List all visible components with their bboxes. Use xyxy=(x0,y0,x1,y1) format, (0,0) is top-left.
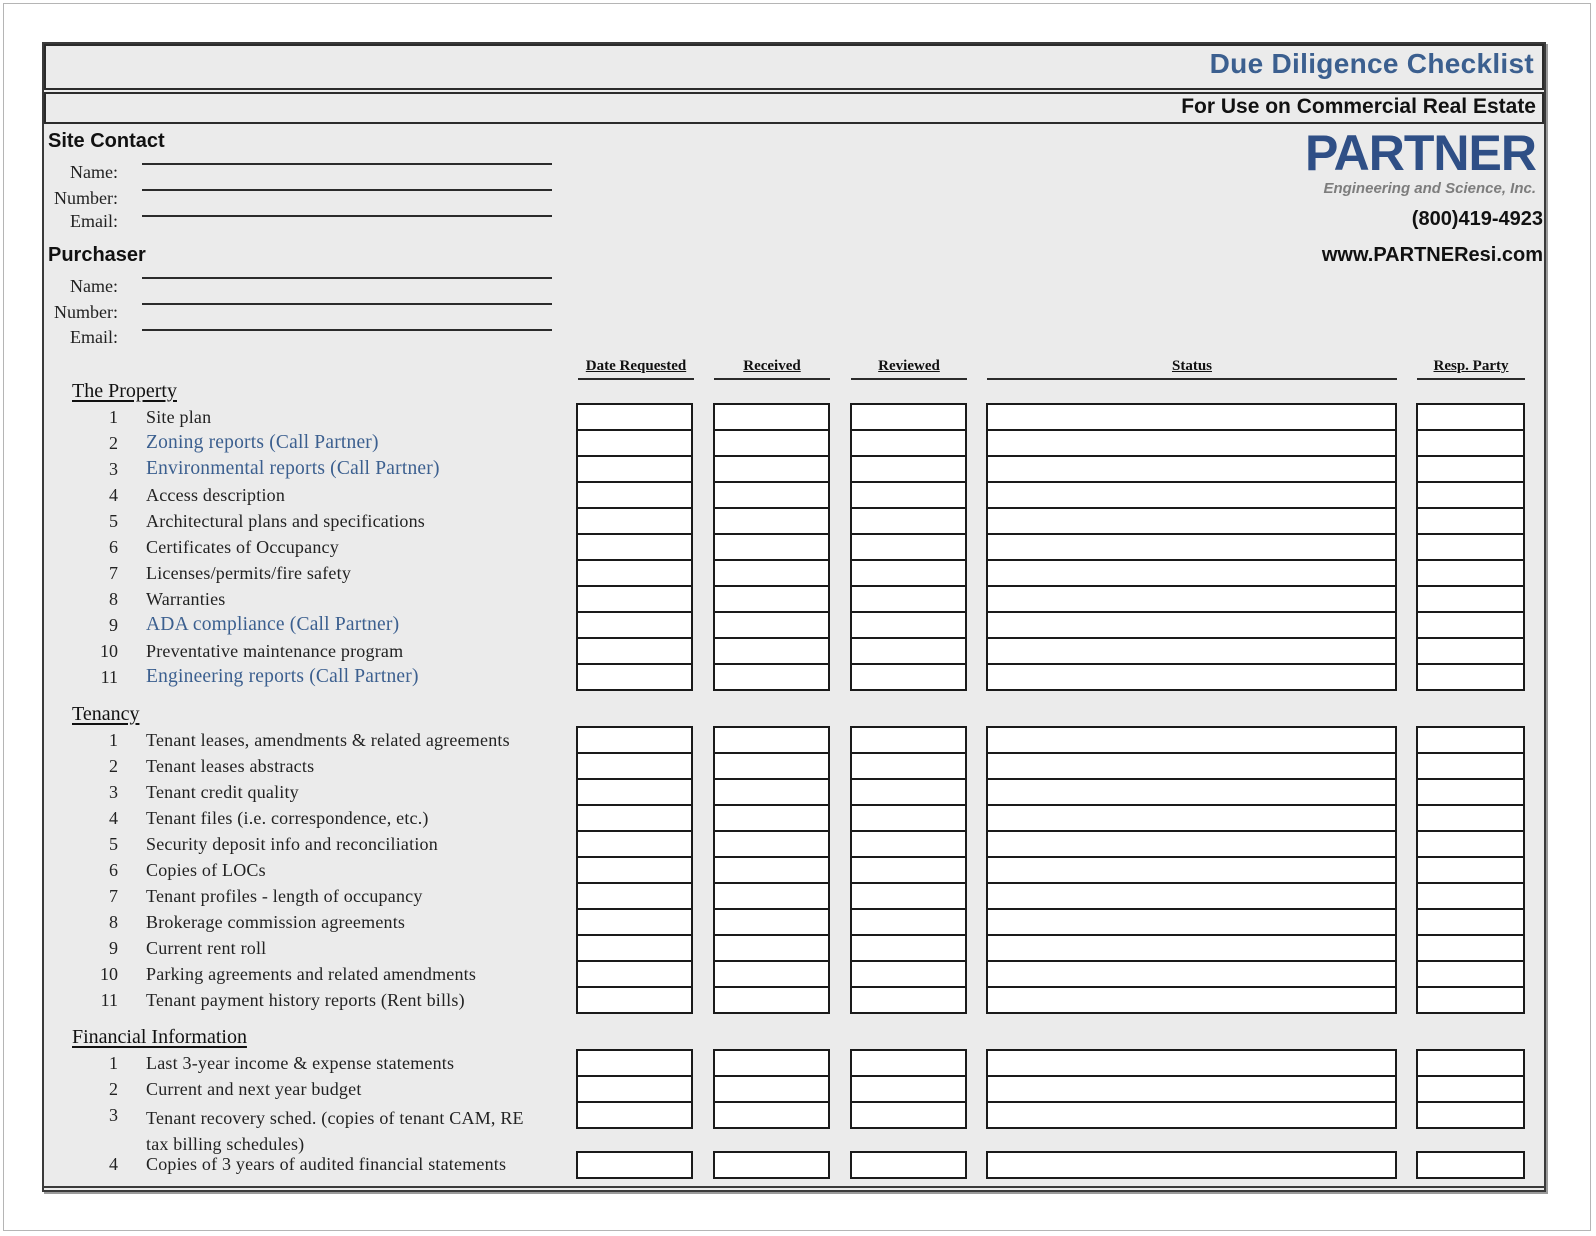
status-cell[interactable] xyxy=(986,455,1397,483)
purchaser-email-field[interactable] xyxy=(142,329,552,331)
column-header-reviewed: Reviewed xyxy=(851,358,967,380)
status-cell[interactable] xyxy=(986,778,1397,806)
date-requested-cell[interactable] xyxy=(576,533,693,561)
bottom-rule xyxy=(42,1186,1546,1188)
date-requested-cell[interactable] xyxy=(576,663,693,691)
reviewed-cell[interactable] xyxy=(850,663,967,691)
resp-party-cell[interactable] xyxy=(1416,611,1525,639)
resp-party-cell[interactable] xyxy=(1416,830,1525,858)
company-website[interactable]: www.PARTNEResi.com xyxy=(1321,244,1543,266)
item-number: 7 xyxy=(109,886,118,906)
checklist-item: Last 3-year income & expense statements xyxy=(146,1053,455,1073)
item-number: 2 xyxy=(109,1079,118,1099)
date-requested-cell[interactable] xyxy=(576,882,693,910)
checklist-item: Brokerage commission agreements xyxy=(146,912,406,932)
status-cell[interactable] xyxy=(986,882,1397,910)
resp-party-cell[interactable] xyxy=(1416,559,1525,587)
received-cell[interactable] xyxy=(713,830,830,858)
logo-wordmark: PARTNER xyxy=(1305,125,1536,181)
reviewed-cell[interactable] xyxy=(850,559,967,587)
status-cell[interactable] xyxy=(986,507,1397,535)
reviewed-cell[interactable] xyxy=(850,1151,967,1179)
received-cell[interactable] xyxy=(713,429,830,457)
item-number: 1 xyxy=(109,730,118,750)
item-number: 10 xyxy=(100,964,118,984)
item-number: 3 xyxy=(109,1105,118,1125)
reviewed-cell[interactable] xyxy=(850,804,967,832)
received-cell[interactable] xyxy=(713,585,830,613)
status-cell[interactable] xyxy=(986,1049,1397,1077)
received-cell[interactable] xyxy=(713,726,830,754)
resp-party-cell[interactable] xyxy=(1416,533,1525,561)
purchaser-heading: Purchaser xyxy=(48,244,146,266)
resp-party-cell[interactable] xyxy=(1416,403,1525,431)
date-requested-cell[interactable] xyxy=(576,934,693,962)
purchaser-name-label: Name: xyxy=(70,276,118,296)
item-number: 4 xyxy=(109,1154,118,1174)
date-requested-cell[interactable] xyxy=(576,856,693,884)
status-cell[interactable] xyxy=(986,585,1397,613)
checklist-item: Tenant leases abstracts xyxy=(146,756,315,776)
checklist-item: Copies of LOCs xyxy=(146,860,266,880)
resp-party-cell[interactable] xyxy=(1416,1101,1525,1129)
date-requested-cell[interactable] xyxy=(576,1101,693,1129)
checklist-item: Access description xyxy=(146,485,286,505)
purchaser-email-label: Email: xyxy=(70,327,118,347)
reviewed-cell[interactable] xyxy=(850,960,967,988)
resp-party-cell[interactable] xyxy=(1416,663,1525,691)
partner-logo xyxy=(1296,125,1536,202)
received-cell[interactable] xyxy=(713,403,830,431)
checklist-item: Architectural plans and specifications xyxy=(146,511,425,531)
item-number: 10 xyxy=(100,641,118,661)
resp-party-cell[interactable] xyxy=(1416,882,1525,910)
date-requested-cell[interactable] xyxy=(576,507,693,535)
resp-party-cell[interactable] xyxy=(1416,726,1525,754)
received-cell[interactable] xyxy=(713,1101,830,1129)
checklist-item: Licenses/permits/fire safety xyxy=(146,563,352,583)
received-cell[interactable] xyxy=(713,882,830,910)
purchaser-number-field[interactable] xyxy=(142,303,552,305)
site-contact-name-field[interactable] xyxy=(142,163,552,165)
received-cell[interactable] xyxy=(713,481,830,509)
status-cell[interactable] xyxy=(986,856,1397,884)
date-requested-cell[interactable] xyxy=(576,403,693,431)
resp-party-cell[interactable] xyxy=(1416,481,1525,509)
resp-party-cell[interactable] xyxy=(1416,1151,1525,1179)
status-cell[interactable] xyxy=(986,804,1397,832)
resp-party-cell[interactable] xyxy=(1416,856,1525,884)
status-cell[interactable] xyxy=(986,481,1397,509)
status-cell[interactable] xyxy=(986,663,1397,691)
resp-party-cell[interactable] xyxy=(1416,934,1525,962)
section-title: The Property xyxy=(72,380,177,402)
received-cell[interactable] xyxy=(713,908,830,936)
column-header-date-requested: Date Requested xyxy=(578,358,694,380)
date-requested-cell[interactable] xyxy=(576,986,693,1014)
checklist-item: Preventative maintenance program xyxy=(146,641,404,661)
item-number: 6 xyxy=(109,537,118,557)
section-title: Tenancy xyxy=(72,703,140,725)
purchaser-number-label: Number: xyxy=(54,302,118,322)
checklist-item: Tenant leases, amendments & related agreements xyxy=(146,730,510,750)
received-cell[interactable] xyxy=(713,455,830,483)
resp-party-cell[interactable] xyxy=(1416,507,1525,535)
item-number: 2 xyxy=(109,433,118,453)
received-cell[interactable] xyxy=(713,778,830,806)
status-cell[interactable] xyxy=(986,830,1397,858)
status-cell[interactable] xyxy=(986,752,1397,780)
date-requested-cell[interactable] xyxy=(576,429,693,457)
item-number: 1 xyxy=(109,407,118,427)
reviewed-cell[interactable] xyxy=(850,1075,967,1103)
status-cell[interactable] xyxy=(986,559,1397,587)
received-cell[interactable] xyxy=(713,559,830,587)
reviewed-cell[interactable] xyxy=(850,637,967,665)
received-cell[interactable] xyxy=(713,804,830,832)
reviewed-cell[interactable] xyxy=(850,455,967,483)
received-cell[interactable] xyxy=(713,934,830,962)
status-cell[interactable] xyxy=(986,611,1397,639)
status-cell[interactable] xyxy=(986,726,1397,754)
date-requested-cell[interactable] xyxy=(576,455,693,483)
resp-party-cell[interactable] xyxy=(1416,752,1525,780)
reviewed-cell[interactable] xyxy=(850,611,967,639)
column-header-received: Received xyxy=(714,358,830,380)
column-header-resp-party: Resp. Party xyxy=(1417,358,1525,380)
date-requested-cell[interactable] xyxy=(576,637,693,665)
status-cell[interactable] xyxy=(986,637,1397,665)
reviewed-cell[interactable] xyxy=(850,533,967,561)
status-cell[interactable] xyxy=(986,1151,1397,1179)
resp-party-cell[interactable] xyxy=(1416,455,1525,483)
item-number: 2 xyxy=(109,756,118,776)
reviewed-cell[interactable] xyxy=(850,830,967,858)
status-cell[interactable] xyxy=(986,1101,1397,1129)
checklist-item: Tenant recovery sched. (copies of tenant CAM, RE tax billing schedules) xyxy=(146,1108,524,1154)
checklist-item: Parking agreements and related amendments xyxy=(146,964,477,984)
resp-party-cell[interactable] xyxy=(1416,429,1525,457)
reviewed-cell[interactable] xyxy=(850,481,967,509)
date-requested-cell[interactable] xyxy=(576,1151,693,1179)
received-cell[interactable] xyxy=(713,1151,830,1179)
resp-party-cell[interactable] xyxy=(1416,986,1525,1014)
item-number: 5 xyxy=(109,511,118,531)
site-contact-name-label: Name: xyxy=(70,162,118,182)
reviewed-cell[interactable] xyxy=(850,908,967,936)
checklist-item: Tenant files (i.e. correspondence, etc.) xyxy=(146,808,429,828)
reviewed-cell[interactable] xyxy=(850,585,967,613)
received-cell[interactable] xyxy=(713,856,830,884)
reviewed-cell[interactable] xyxy=(850,778,967,806)
checklist-item: Current rent roll xyxy=(146,938,267,958)
date-requested-cell[interactable] xyxy=(576,778,693,806)
date-requested-cell[interactable] xyxy=(576,830,693,858)
reviewed-cell[interactable] xyxy=(850,726,967,754)
date-requested-cell[interactable] xyxy=(576,1049,693,1077)
item-number: 6 xyxy=(109,860,118,880)
resp-party-cell[interactable] xyxy=(1416,585,1525,613)
resp-party-cell[interactable] xyxy=(1416,908,1525,936)
item-number: 8 xyxy=(109,589,118,609)
date-requested-cell[interactable] xyxy=(576,960,693,988)
reviewed-cell[interactable] xyxy=(850,507,967,535)
section-title: Financial Information xyxy=(72,1026,247,1048)
date-requested-cell[interactable] xyxy=(576,585,693,613)
checklist-item: Certificates of Occupancy xyxy=(146,537,339,557)
item-number: 3 xyxy=(109,782,118,802)
item-number: 3 xyxy=(109,459,118,479)
date-requested-cell[interactable] xyxy=(576,559,693,587)
date-requested-cell[interactable] xyxy=(576,481,693,509)
item-number: 4 xyxy=(109,808,118,828)
date-requested-cell[interactable] xyxy=(576,804,693,832)
logo-tagline: Engineering and Science, Inc. xyxy=(1323,180,1536,197)
checklist-item: Copies of 3 years of audited financial statements xyxy=(146,1154,507,1174)
received-cell[interactable] xyxy=(713,1049,830,1077)
reviewed-cell[interactable] xyxy=(850,856,967,884)
reviewed-cell[interactable] xyxy=(850,1049,967,1077)
status-cell[interactable] xyxy=(986,429,1397,457)
checklist-item: Site plan xyxy=(146,407,212,427)
checklist-item-link[interactable]: ADA compliance (Call Partner) xyxy=(146,614,400,635)
status-cell[interactable] xyxy=(986,403,1397,431)
resp-party-cell[interactable] xyxy=(1416,1049,1525,1077)
reviewed-cell[interactable] xyxy=(850,403,967,431)
status-cell[interactable] xyxy=(986,533,1397,561)
resp-party-cell[interactable] xyxy=(1416,1075,1525,1103)
checklist-item-link[interactable]: Zoning reports (Call Partner) xyxy=(146,432,379,453)
reviewed-cell[interactable] xyxy=(850,1101,967,1129)
received-cell[interactable] xyxy=(713,752,830,780)
item-number: 9 xyxy=(109,938,118,958)
date-requested-cell[interactable] xyxy=(576,726,693,754)
column-header-status: Status xyxy=(987,358,1397,380)
status-cell[interactable] xyxy=(986,1075,1397,1103)
item-number: 9 xyxy=(109,615,118,635)
page-subtitle: For Use on Commercial Real Estate xyxy=(1181,95,1536,118)
received-cell[interactable] xyxy=(713,611,830,639)
site-contact-email-field[interactable] xyxy=(142,215,552,217)
title-bar xyxy=(44,44,1544,90)
site-contact-heading: Site Contact xyxy=(48,130,165,152)
checklist-item-link[interactable]: Engineering reports (Call Partner) xyxy=(146,666,419,687)
date-requested-cell[interactable] xyxy=(576,1075,693,1103)
site-contact-number-label: Number: xyxy=(54,188,118,208)
page-title: Due Diligence Checklist xyxy=(1209,48,1534,79)
item-number: 5 xyxy=(109,834,118,854)
received-cell[interactable] xyxy=(713,507,830,535)
received-cell[interactable] xyxy=(713,1075,830,1103)
date-requested-cell[interactable] xyxy=(576,752,693,780)
received-cell[interactable] xyxy=(713,533,830,561)
received-cell[interactable] xyxy=(713,663,830,691)
date-requested-cell[interactable] xyxy=(576,611,693,639)
reviewed-cell[interactable] xyxy=(850,882,967,910)
resp-party-cell[interactable] xyxy=(1416,960,1525,988)
status-cell[interactable] xyxy=(986,960,1397,988)
resp-party-cell[interactable] xyxy=(1416,778,1525,806)
reviewed-cell[interactable] xyxy=(850,986,967,1014)
received-cell[interactable] xyxy=(713,986,830,1014)
reviewed-cell[interactable] xyxy=(850,934,967,962)
reviewed-cell[interactable] xyxy=(850,429,967,457)
resp-party-cell[interactable] xyxy=(1416,637,1525,665)
checklist-item: Current and next year budget xyxy=(146,1079,362,1099)
received-cell[interactable] xyxy=(713,637,830,665)
company-phone: (800)419-4923 xyxy=(1411,208,1543,230)
item-number: 11 xyxy=(100,667,118,687)
checklist-item: Security deposit info and reconciliation xyxy=(146,834,438,854)
subtitle-bar xyxy=(44,92,1544,124)
item-number: 4 xyxy=(109,485,118,505)
status-cell[interactable] xyxy=(986,934,1397,962)
purchaser-name-field[interactable] xyxy=(142,277,552,279)
checklist-item: Tenant profiles - length of occupancy xyxy=(146,886,423,906)
site-contact-number-field[interactable] xyxy=(142,189,552,191)
checklist-item-link[interactable]: Environmental reports (Call Partner) xyxy=(146,458,440,479)
item-number: 8 xyxy=(109,912,118,932)
site-contact-email-label: Email: xyxy=(70,211,118,231)
received-cell[interactable] xyxy=(713,960,830,988)
item-number: 11 xyxy=(100,990,118,1010)
checklist-item: Tenant payment history reports (Rent bills) xyxy=(146,990,465,1010)
checklist-item: Tenant credit quality xyxy=(146,782,299,802)
reviewed-cell[interactable] xyxy=(850,752,967,780)
item-number: 1 xyxy=(109,1053,118,1073)
resp-party-cell[interactable] xyxy=(1416,804,1525,832)
date-requested-cell[interactable] xyxy=(576,908,693,936)
status-cell[interactable] xyxy=(986,908,1397,936)
status-cell[interactable] xyxy=(986,986,1397,1014)
checklist-item: Warranties xyxy=(146,589,226,609)
item-number: 7 xyxy=(109,563,118,583)
